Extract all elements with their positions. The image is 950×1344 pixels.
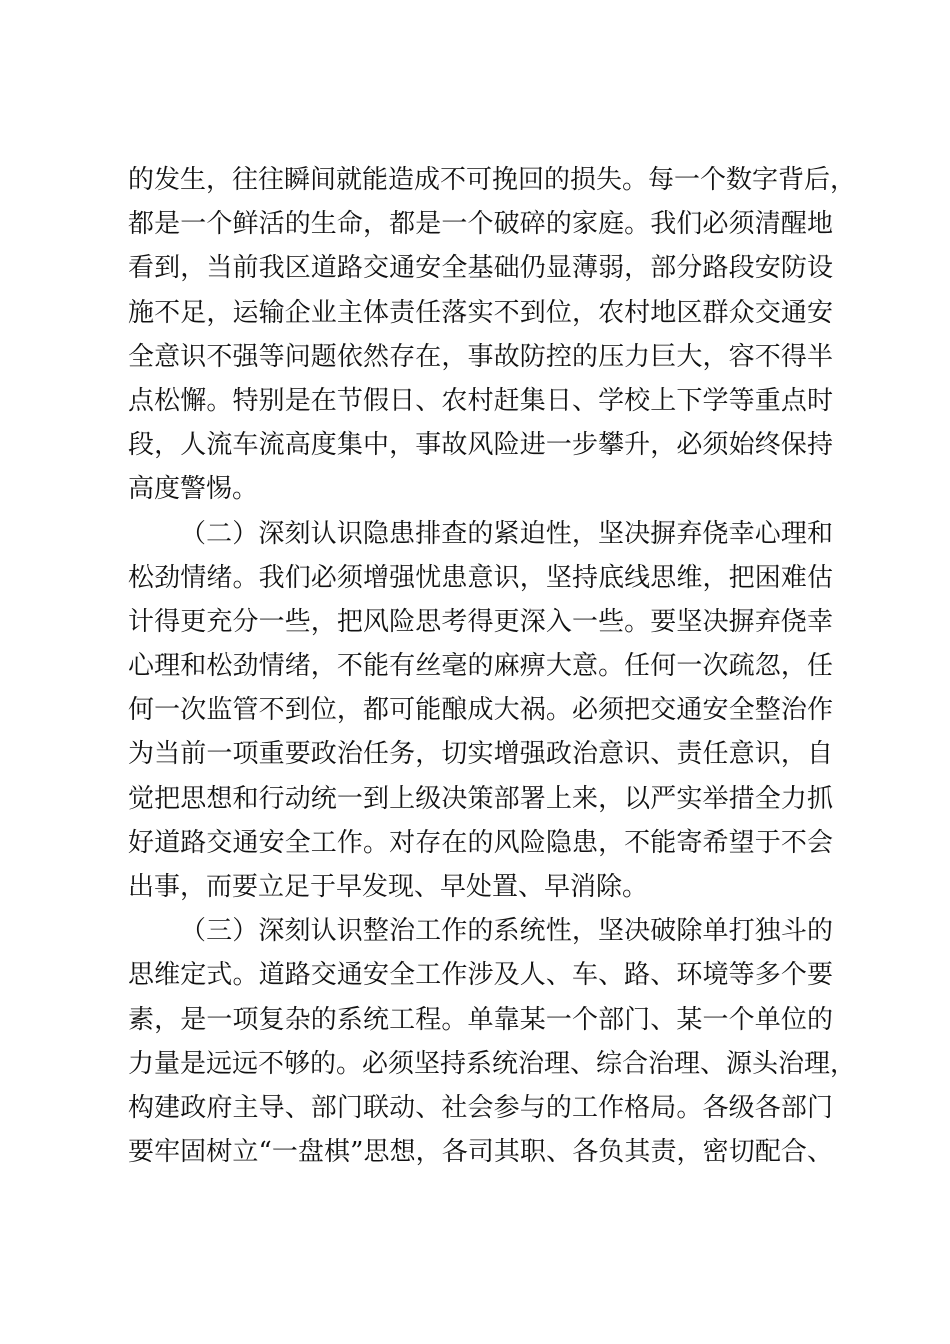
text-line: 觉把思想和行动统一到上级决策部署上来，以严实举措全力抓 [128,783,833,814]
text-line: 出事，而要立足于早发现、早处置、早消除。 [128,872,649,902]
text-line: 好道路交通安全工作。对存在的风险隐患，不能寄希望于不会 [128,827,833,858]
section-heading-line: （三）深刻认识整治工作的系统性，坚决破除单打独斗的 [180,916,833,947]
section-heading-line: （二）深刻认识隐患排查的紧迫性，坚决摒弃侥幸心理和 [180,518,833,549]
text-line: 素，是一项复杂的系统工程。单靠某一个部门、某一个单位的 [128,1004,833,1035]
text-line: 全意识不强等问题依然存在，事故防控的压力巨大，容不得半 [128,341,833,372]
text-line: 段，人流车流高度集中，事故风险进一步攀升，必须始终保持 [128,430,833,461]
text-line: 都是一个鲜活的生命，都是一个破碎的家庭。我们必须清醒地 [128,209,833,240]
text-line: 力量是远远不够的。必须坚持系统治理、综合治理、源头治理， [128,1048,857,1079]
body-text [128,158,857,1174]
text-line: 构建政府主导、部门联动、社会参与的工作格局。各级各部门 [128,1092,833,1123]
text-line: 高度警惕。 [128,474,259,505]
text-line: 何一次监管不到位，都可能酿成大祸。必须把交通安全整治作 [128,695,833,726]
text-line: 要牢固树立“一盘棋”思想，各司其职、各负其责，密切配合、 [128,1137,833,1168]
text-line: 思维定式。道路交通安全工作涉及人、车、路、环境等多个要 [128,960,833,991]
text-line: 心理和松劲情绪，不能有丝毫的麻痹大意。任何一次疏忽，任 [128,651,833,682]
text-line: 松劲情绪。我们必须增强忧患意识，坚持底线思维，把困难估 [128,562,833,593]
text-line: 为当前一项重要政治任务，切实增强政治意识、责任意识，自 [128,739,833,770]
text-line: 的发生，往往瞬间就能造成不可挽回的损失。每一个数字背后， [128,165,857,195]
text-line: 看到，当前我区道路交通安全基础仍显薄弱，部分路段安防设 [128,253,833,284]
text-line: 施不足，运输企业主体责任落实不到位，农村地区群众交通安 [128,297,833,328]
text-line: 计得更充分一些，把风险思考得更深入一些。要坚决摒弃侥幸 [128,606,833,637]
text-line: 点松懈。特别是在节假日、农村赶集日、学校上下学等重点时 [128,385,833,416]
